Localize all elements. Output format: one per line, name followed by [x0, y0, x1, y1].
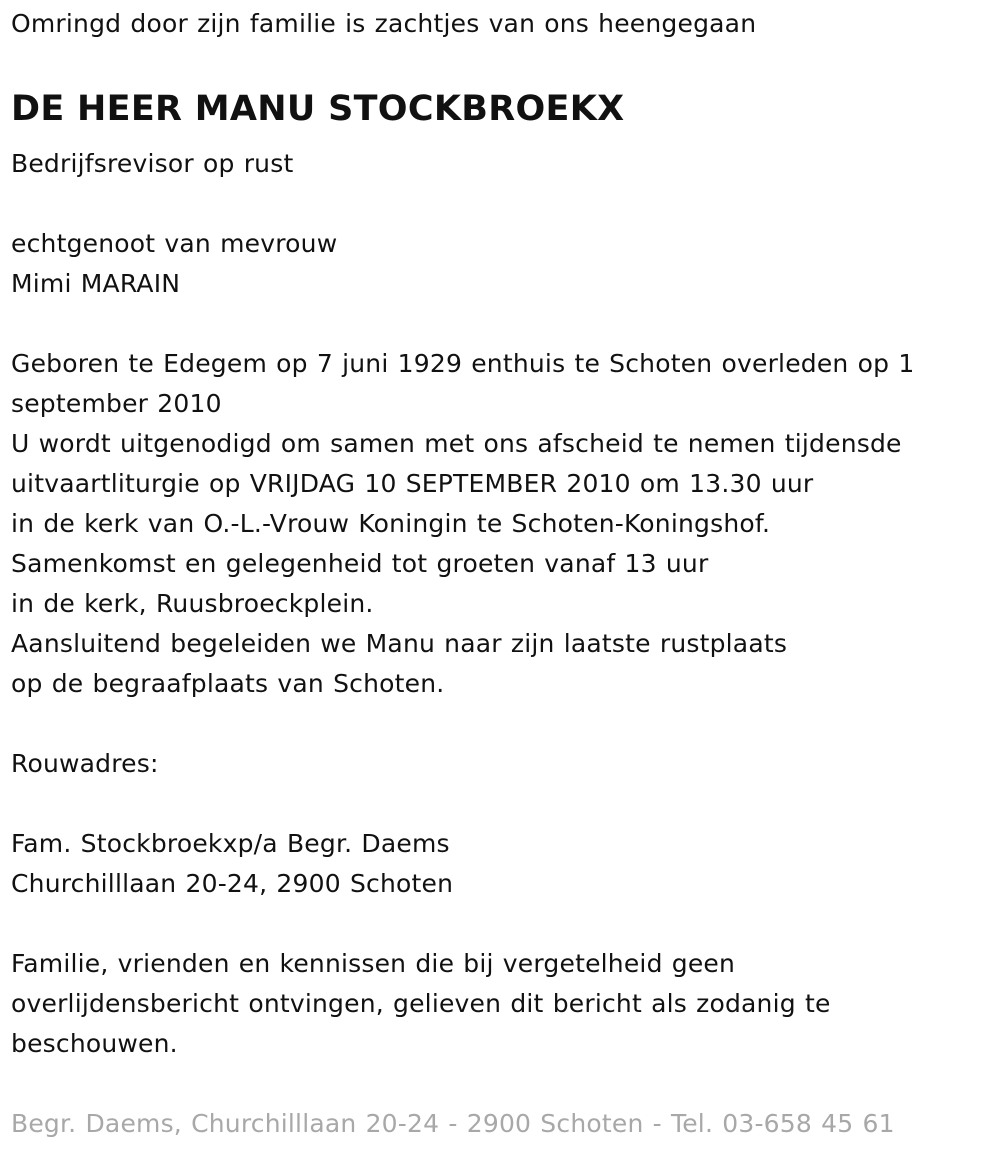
spacer [11, 184, 991, 224]
closing-line: overlijdensbericht ontvingen, gelieven dit bericht als zodanig te [11, 989, 831, 1018]
closing-text [11, 944, 991, 1064]
death-notice [11, 0, 991, 1144]
closing-line: beschouwen. [11, 1029, 178, 1058]
body-line: Aansluitend begeleiden we Manu naar zijn laatste rustplaats [11, 629, 788, 658]
spacer [11, 904, 991, 944]
address-line: Fam. Stockbroekxp/a Begr. Daems [11, 829, 450, 858]
spacer [11, 704, 991, 744]
spouse-name: Mimi MARAIN [11, 269, 181, 298]
body-line: in de kerk, Ruusbroeckplein. [11, 589, 374, 618]
address-heading: Rouwadres: [11, 749, 159, 778]
body-line: uitvaartliturgie op VRIJDAG 10 SEPTEMBER 2010 om 13.30 uur [11, 469, 814, 498]
body-line: op de begraafplaats van Schoten. [11, 669, 445, 698]
intro-text: Omringd door zijn familie is zachtjes van ons heengegaan [11, 9, 757, 38]
body-line: Samenkomst en gelegenheid tot groeten vanaf 13 uur [11, 549, 709, 578]
funeral-home-footer: Begr. Daems, Churchilllaan 20-24 - 2900 Schoten - Tel. 03-658 45 61 [11, 1109, 895, 1138]
closing-line: Familie, vrienden en kennissen die bij vergetelheid geen [11, 949, 736, 978]
funeral-details [11, 344, 991, 704]
body-line: U wordt uitgenodigd om samen met ons afscheid te nemen tijdensde [11, 429, 902, 458]
spacer [11, 1064, 991, 1104]
address-line: Churchilllaan 20-24, 2900 Schoten [11, 869, 454, 898]
body-line: Geboren te Edegem op 7 juni 1929 enthuis te Schoten overleden op 1 [11, 349, 915, 378]
spacer [11, 304, 991, 344]
profession-text: Bedrijfsrevisor op rust [11, 149, 294, 178]
deceased-name: DE HEER MANU STOCKBROEKX [11, 89, 625, 129]
spacer [11, 784, 991, 824]
body-line: september 2010 [11, 389, 222, 418]
spouse-label: echtgenoot van mevrouw [11, 229, 338, 258]
body-line: in de kerk van O.-L.-Vrouw Koningin te Schoten-Koningshof. [11, 509, 771, 538]
